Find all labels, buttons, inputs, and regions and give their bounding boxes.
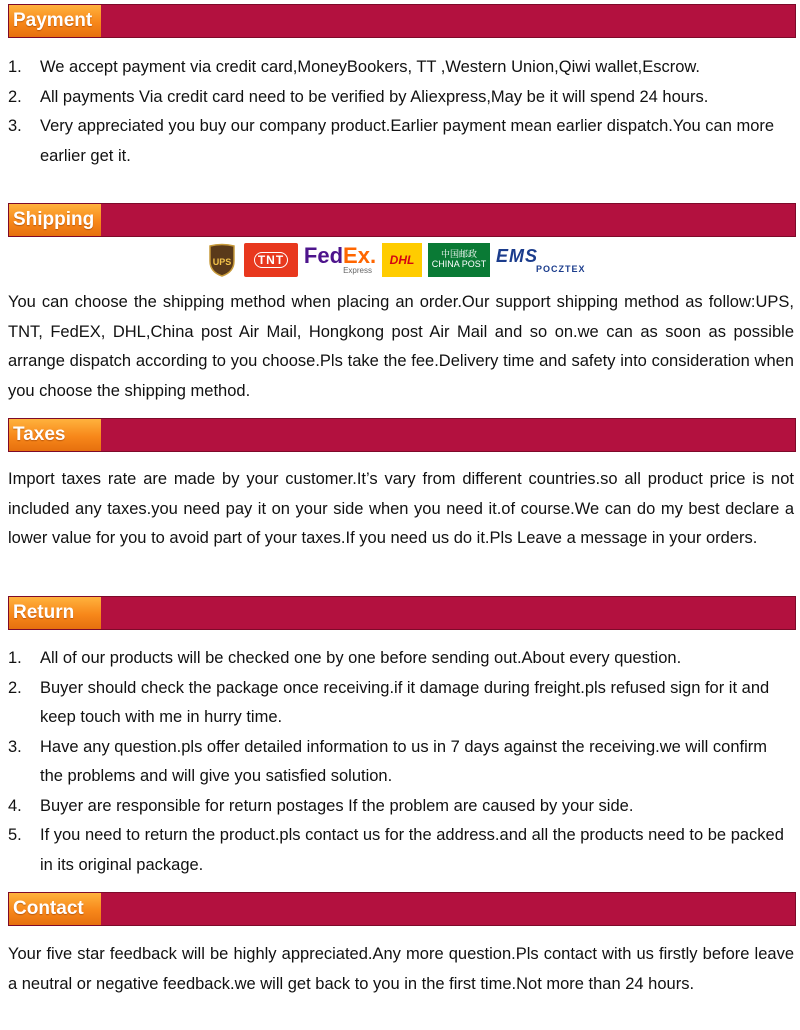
return-item-1: 1. All of our products will be checked one by one before sending out.About every question. [8,649,682,667]
payment-title: Payment [9,5,101,37]
tnt-logo: TNT [244,243,298,277]
ems-logo: EMS POCZTEX [496,245,586,274]
contact-title: Contact [9,893,101,925]
contact-banner [8,892,796,926]
fedex-logo: FedEx. Express [303,243,377,275]
ups-logo [206,243,238,277]
dhl-logo: DHL [382,243,422,277]
ups-shield-icon [208,243,236,277]
payment-list [8,53,794,171]
return-title: Return [9,597,101,629]
payment-item-1: 1. We accept payment via credit card,MoneyBookers, TT ,Western Union,Qiwi wallet,Escrow. [8,58,700,76]
return-item-3: 3. Have any question.pls offer detailed information to us in 7 days against the receiving.we will confirm the problems and will give you satisfied solution. [8,737,767,785]
svg-text:UPS: UPS [212,257,232,267]
china-post-logo: 中国邮政 CHINA POST [428,243,490,277]
return-item-2: 2. Buyer should check the package once receiving.if it damage during freight.pls refused sign for it and keep touch with me in hurry time. [8,678,770,726]
shipping-text: You can choose the shipping method when placing an order.Our support shipping method as follow:UPS, TNT, FedEX, DHL,China post Air Mail, Hongkong post Air Mail and so on.we can as soon as possible arrange dispatch according to you choose.Pls take the fee.Delivery time and safety into consideration when you choose the shipping method. [8,293,794,400]
taxes-banner [8,418,796,452]
payment-item-2: 2. All payments Via credit card need to be verified by Aliexpress,May be it will spend 24 hours. [8,87,709,106]
return-item-4: 4. Buyer are responsible for return postages If the problem are caused by your side. [8,796,634,815]
payment-item-3: 3. Very appreciated you buy our company product.Earlier payment mean earlier dispatch.You can more earlier get it. [8,117,775,165]
return-item-5: 5. If you need to return the product.pls contact us for the address.and all the products need to be packed in its original package. [8,826,784,874]
carrier-logos [206,240,600,280]
taxes-text: Import taxes rate are made by your customer.It’s vary from different countries.so all product price is not included any taxes.you need pay it on your side when you need it.of course.We can do my best declare a lower value for you to avoid part of your taxes.If you need us do it.Pls Leave a message in your orders. [8,470,794,547]
shipping-title: Shipping [9,204,101,236]
payment-banner [8,4,796,38]
contact-text: Your five star feedback will be highly appreciated.Any more question.Pls contact with us firstly before leave a neutral or negative feedback.we will get back to you in the first time.Not more than 24 hours. [8,945,794,993]
shipping-banner [8,203,796,237]
taxes-title: Taxes [9,419,101,451]
return-list [8,644,794,880]
return-banner [8,596,796,630]
